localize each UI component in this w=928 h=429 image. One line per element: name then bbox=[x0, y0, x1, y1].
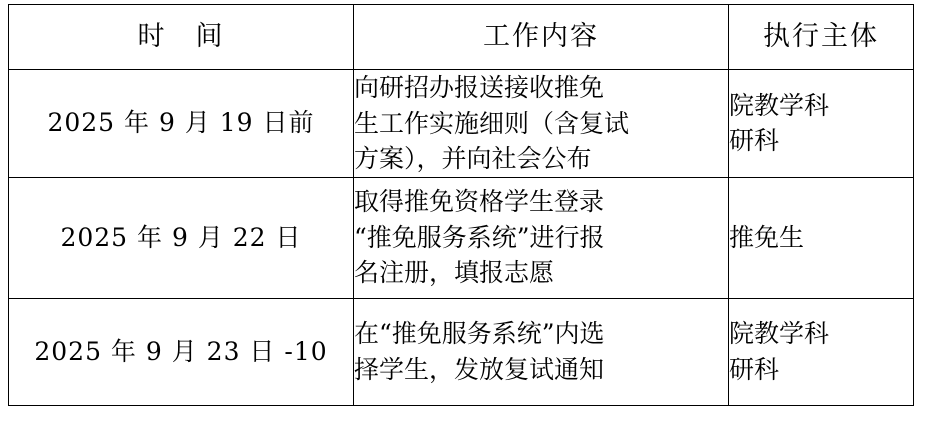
cell-owner bbox=[729, 177, 914, 298]
owner-line: 研科 bbox=[729, 354, 780, 384]
document-page bbox=[0, 4, 928, 429]
table-row bbox=[9, 70, 914, 178]
owner-line: 研科 bbox=[729, 126, 780, 156]
schedule-table bbox=[8, 4, 914, 406]
work-line: 生工作实施细则（含复试 bbox=[354, 108, 630, 138]
cell-work-content bbox=[354, 298, 729, 405]
cell-time: 2025 年 9 月 19 日前 bbox=[9, 70, 354, 178]
owner-line: 推免生 bbox=[729, 222, 805, 252]
cell-time: 2025 年 9 月 23 日 -10 bbox=[9, 298, 354, 405]
column-header-time: 时 间 bbox=[9, 5, 354, 70]
work-line: 取得推免资格学生登录 bbox=[354, 187, 605, 217]
table-header-row bbox=[9, 5, 914, 70]
column-header-work-content: 工作内容 bbox=[354, 5, 729, 70]
owner-line: 院教学科 bbox=[729, 319, 830, 348]
work-line: 择学生，发放复试通知 bbox=[354, 354, 605, 384]
work-line: 名注册，填报志愿 bbox=[354, 258, 555, 288]
column-header-owner: 执行主体 bbox=[729, 5, 914, 70]
work-line: “推免服务系统”进行报 bbox=[354, 222, 605, 252]
cell-work-content bbox=[354, 177, 729, 298]
cell-owner bbox=[729, 70, 914, 178]
table-row bbox=[9, 298, 914, 405]
table-row bbox=[9, 177, 914, 298]
work-line: 向研招办报送接收推免 bbox=[354, 73, 605, 102]
owner-line: 院教学科 bbox=[729, 90, 830, 120]
cell-owner bbox=[729, 298, 914, 405]
work-line: 方案），并向社会公布 bbox=[354, 144, 592, 173]
cell-time: 2025 年 9 月 22 日 bbox=[9, 177, 354, 298]
cell-work-content bbox=[354, 70, 729, 178]
work-line: 在“推免服务系统”内选 bbox=[354, 319, 605, 348]
